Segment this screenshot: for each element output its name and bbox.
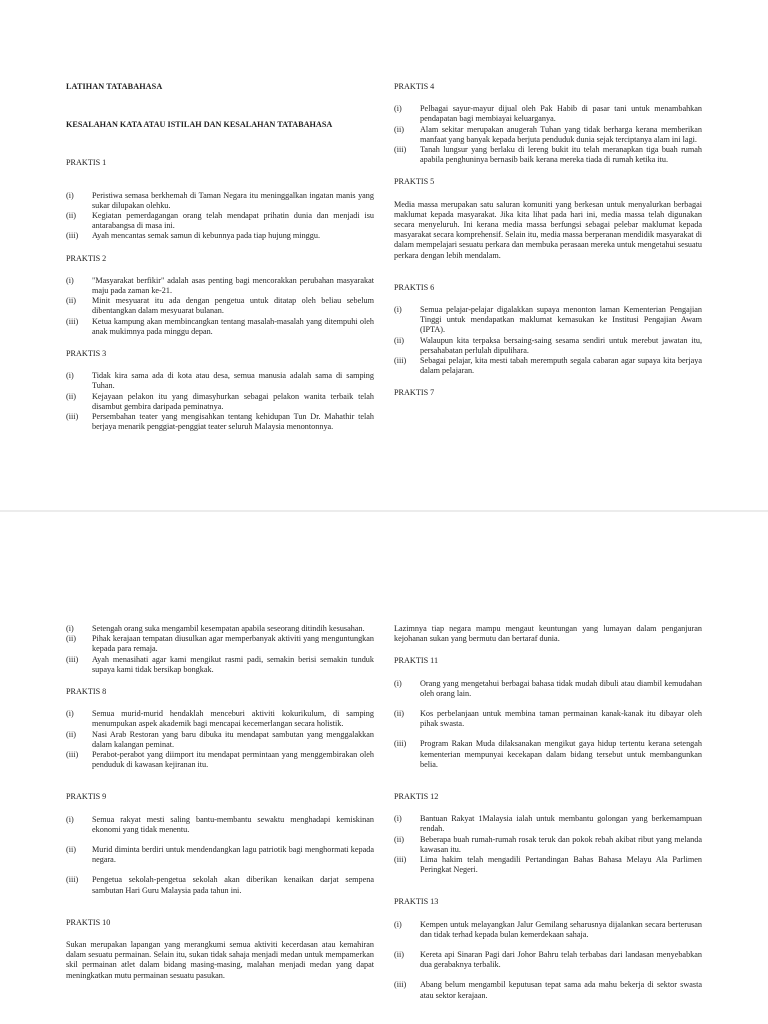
list-item [394, 709, 702, 729]
page2-left-column [66, 624, 374, 981]
item-text: Walaupun kita terpaksa bersaing-saing sesama sendiri untuk merebut jawatan itu, persahabatan perlulah dipulihara. [420, 335, 702, 355]
list-item [66, 231, 374, 241]
item-text: "Masyarakat berfikir" adalah asas penting bagi mencorakkan perubahan masyarakat maju pada zaman ke-21. [92, 275, 374, 296]
praktis-11-list [394, 679, 702, 770]
item-text: Pihak kerajaan tempatan diusulkan agar memperbanyak aktiviti yang menguntungkan kepada para remaja. [92, 634, 374, 654]
item-text: Pelbagai sayur-mayur dijual oleh Pak Habib di pasar tani untuk menambahkan pendapatan bagi membiayai keluarganya. [420, 104, 702, 124]
praktis-11-heading: PRAKTIS 11 [394, 656, 439, 666]
item-number: (iii) [394, 855, 407, 865]
item-number: (i) [66, 624, 74, 633]
list-item [394, 145, 702, 165]
praktis-2-heading: PRAKTIS 2 [66, 253, 107, 263]
praktis-3-list [66, 371, 374, 432]
praktis-6-heading: PRAKTIS 6 [394, 282, 435, 292]
praktis-3-heading: PRAKTIS 3 [66, 349, 107, 359]
item-number: (i) [66, 190, 74, 200]
item-number: (ii) [394, 124, 405, 134]
item-text: Orang yang mengetahui berbagai bahasa tidak mudah dibuli atau diambil kemudahan oleh orang lain. [420, 678, 702, 698]
item-number: (ii) [66, 729, 77, 739]
item-number: (iii) [66, 316, 79, 326]
item-text: Lima hakim telah mengadili Pertandingan Bahas Bahasa Melayu Ala Parlimen Peringkat Negeri. [420, 855, 702, 875]
praktis-12-heading: PRAKTIS 12 [394, 792, 439, 802]
item-number: (iii) [394, 356, 407, 366]
item-text: Bantuan Rakyat 1Malaysia ialah untuk membantu golongan yang berkemampuan rendah. [420, 814, 702, 834]
praktis-6-list [394, 305, 702, 376]
item-number: (i) [66, 814, 74, 824]
list-item [394, 920, 702, 940]
list-item [394, 305, 702, 336]
list-item [66, 750, 374, 770]
item-number: (i) [394, 104, 402, 114]
item-text: Alam sekitar merupakan anugerah Tuhan yang tidak berharga kerana memberikan manfaat yang banyak kepada berjuta penduduk dunia sejak terciptanya alam ini lagi. [420, 124, 702, 144]
list-item [66, 634, 374, 654]
praktis-8-list [66, 709, 374, 770]
page1-right-column [394, 82, 702, 411]
item-number: (ii) [66, 296, 77, 306]
item-number: (iii) [66, 750, 79, 760]
item-text: Kereta api Sinaran Pagi dari Johor Bahru telah terbabas dari landasan menyebabkan dua gerabaknya terbalik. [420, 950, 702, 970]
list-item [66, 211, 374, 231]
item-text: Abang belum mengambil keputusan tepat sama ada mahu bekerja di sektor swasta atau sektor kerajaan. [420, 980, 702, 1000]
list-item [394, 980, 702, 1000]
list-item [394, 336, 702, 356]
praktis-7-heading: PRAKTIS 7 [394, 388, 435, 398]
praktis-10-continuation: Lazimnya tiap negara mampu mengaut keuntungan yang lumayan dalam penganjuran kejohanan sukan yang bermutu dan bertaraf dunia. [394, 624, 702, 644]
praktis-7-list [66, 624, 374, 675]
item-text: Perabot-perabot yang diimport itu mendapat permintaan yang menggembirakan oleh penduduk di kawasan kejiranan itu. [92, 750, 374, 770]
list-item [66, 276, 374, 296]
praktis-9-list [66, 815, 374, 896]
list-item [66, 709, 374, 729]
praktis-13-list [394, 920, 702, 1001]
item-number: (iii) [66, 654, 79, 664]
item-text: Program Rakan Muda dilaksanakan mengikut gaya hidup tertentu kerana setengah kementerian mempunyai kecekapan dalam bidang tersebut untuk membangunkan belia. [420, 739, 702, 769]
item-text: Minit mesyuarat itu ada dengan pengetua untuk ditatap oleh beliau sebelum dibentangkan dalam mesyuarat bulanan. [92, 296, 374, 316]
item-number: (i) [66, 275, 74, 285]
list-item [66, 624, 374, 634]
list-item [66, 191, 374, 211]
item-number: (iii) [394, 739, 407, 749]
list-item [66, 730, 374, 750]
page1-left-column [66, 82, 374, 444]
list-item [66, 412, 374, 432]
list-item [66, 317, 374, 337]
item-number: (ii) [66, 845, 77, 855]
item-text: Persembahan teater yang mengisahkan tentang kehidupan Tun Dr. Mahathir telah berjaya menarik penggiat-penggiat teater seluruh Malaysia menontonnya. [92, 412, 374, 432]
item-number: (i) [394, 919, 402, 929]
list-item [394, 679, 702, 699]
list-item [66, 371, 374, 391]
item-number: (iii) [66, 875, 79, 885]
list-item [394, 104, 702, 124]
list-item [394, 356, 702, 376]
item-text: Beberapa buah rumah-rumah rosak teruk dan pokok rebah akibat ribut yang melanda kawasan itu. [420, 834, 702, 854]
item-number: (ii) [394, 335, 405, 345]
praktis-5-paragraph: Media massa merupakan satu saluran komuniti yang berkesan untuk menyalurkan berbagai maklumat kepada masyarakat. Jika kita lihat pada hari ini, media massa telah digunakan secara menyeluruh. Ini kerana media massa berfungsi sebagai pelebar maklumat kepada masyarakat secara komprehensif. Selain itu, media massa berperanan mendidik masyarakat di dalam mempelajari sesuatu perkara dan membuka perasaan mereka untuk mengetahui sesuatu perkara dengan lebih mendalam. [394, 199, 702, 260]
list-item [394, 950, 702, 970]
item-number: (ii) [66, 634, 77, 644]
item-text: Tidak kira sama ada di kota atau desa, semua manusia adalah sama di samping Tuhan. [92, 371, 374, 391]
list-item [394, 125, 702, 145]
praktis-9-heading: PRAKTIS 9 [66, 792, 107, 802]
item-text: Kempen untuk melayangkan Jalur Gemilang seharusnya dijalankan secara berterusan dan tidak terhad kepada bulan kemerdekaan sahaja. [420, 919, 702, 939]
item-number: (ii) [394, 834, 405, 844]
item-text: Kegiatan pemerdagangan orang telah mendapat prihatin dunia dan menjadi isu antarabangsa di masa ini. [92, 211, 374, 231]
item-number: (i) [394, 305, 402, 315]
praktis-1-heading: PRAKTIS 1 [66, 158, 107, 168]
item-number: (i) [66, 709, 74, 719]
item-text: Kejayaan pelakon itu yang dimasyhurkan sebagai pelakon wanita terbaik telah disambut gembira daripada peminatnya. [92, 391, 374, 411]
item-text: Semua murid-murid hendaklah menceburi aktiviti kokurikulum, di samping menumpukan aspek akademik bagi mencapai kecemerlangan secara holistik. [92, 709, 374, 729]
item-text: Ketua kampung akan membincangkan tentang masalah-masalah yang ditempuhi oleh anak mukimnya pada minggu depan. [92, 316, 374, 336]
item-number: (iii) [66, 412, 79, 422]
item-number: (i) [66, 371, 74, 381]
item-number: (ii) [66, 391, 77, 401]
item-text: Murid diminta berdiri untuk mendendangkan lagu patriotik bagi menghormati kepada negara. [92, 845, 374, 865]
item-number: (iii) [394, 980, 407, 990]
list-item [394, 835, 702, 855]
item-text: Pengetua sekolah-pengetua sekolah akan diberikan kenaikan darjat sempena sambutan Hari Guru Malaysia pada tahun ini. [92, 875, 374, 895]
item-number: (iii) [66, 231, 79, 241]
list-item [394, 855, 702, 875]
item-text: Sebagai pelajar, kita mesti tabah meremputh segala cabaran agar supaya kita berjaya dalam pelajaran. [420, 356, 702, 376]
praktis-10-paragraph: Sukan merupakan lapangan yang merangkumi semua aktiviti kecerdasan atau kemahiran dalam sesuatu permainan. Selain itu, sukan tidak sahaja menjadi medan untuk mempamerkan skil permainan atlet dalam bidang masing-masing, malahan menjadi medan yang dapat meningkatkan mutu permainan sesuatu pasukan. [66, 940, 374, 980]
praktis-5-heading: PRAKTIS 5 [394, 177, 435, 187]
list-item [66, 296, 374, 316]
item-text: Nasi Arab Restoran yang baru dibuka itu mendapat sambutan yang menggalakkan dalam kalangan peminat. [92, 729, 374, 749]
list-item [66, 875, 374, 895]
praktis-10-heading: PRAKTIS 10 [66, 917, 111, 927]
item-text: Semua rakyat mesti saling bantu-membantu sewaktu menghadapi kemiskinan ekonomi yang tidak menentu. [92, 814, 374, 834]
list-item [66, 655, 374, 675]
praktis-8-heading: PRAKTIS 8 [66, 687, 107, 697]
list-item [66, 845, 374, 865]
praktis-4-list [394, 104, 702, 165]
item-number: (i) [394, 814, 402, 824]
item-text: Ayah menasihati agar kami mengikut rasmi padi, semakin berisi semakin tunduk supaya kami tidak bersikap bongkak. [92, 654, 374, 674]
document-title: LATIHAN TATABAHASA [66, 82, 163, 91]
item-text: Peristiwa semasa berkhemah di Taman Negara itu meninggalkan ingatan manis yang sukar dilupakan olehku. [92, 190, 374, 210]
item-number: (ii) [394, 950, 405, 960]
list-item [66, 392, 374, 412]
list-item [394, 739, 702, 770]
item-text: Semua pelajar-pelajar digalakkan supaya menonton laman Kementerian Pengajian Tinggi untuk mendapatkan maklumat kemasukan ke Institusi Pengajian Awam (IPTA). [420, 305, 702, 335]
praktis-12-list [394, 814, 702, 875]
document-subtitle: KESALAHAN KATA ATAU ISTILAH DAN KESALAHAN TATABAHASA [66, 120, 333, 130]
praktis-4-heading: PRAKTIS 4 [394, 82, 435, 91]
item-text: Setengah orang suka mengambil kesempatan apabila seseorang ditindih kesusahan. [92, 624, 365, 633]
page2-right-column [394, 624, 702, 1013]
item-number: (i) [394, 678, 402, 688]
list-item [66, 815, 374, 835]
item-number: (ii) [66, 211, 77, 221]
praktis-2-list [66, 276, 374, 337]
item-number: (iii) [394, 145, 407, 155]
item-text: Tanah lungsur yang berlaku di lereng bukit itu telah meranapkan tiga buah rumah apabila penghuninya bernasib baik kerana mereka tiada di rumah ketika itu. [420, 145, 702, 165]
praktis-13-heading: PRAKTIS 13 [394, 897, 439, 907]
list-item [394, 814, 702, 834]
item-text: Kos perbelanjaan untuk membina taman permainan kanak-kanak itu dibayar oleh pihak swasta. [420, 709, 702, 729]
item-text: Ayah mencantas semak samun di kebunnya pada tiap hujung minggu. [92, 231, 320, 241]
praktis-1-list [66, 191, 374, 242]
item-number: (ii) [394, 709, 405, 719]
